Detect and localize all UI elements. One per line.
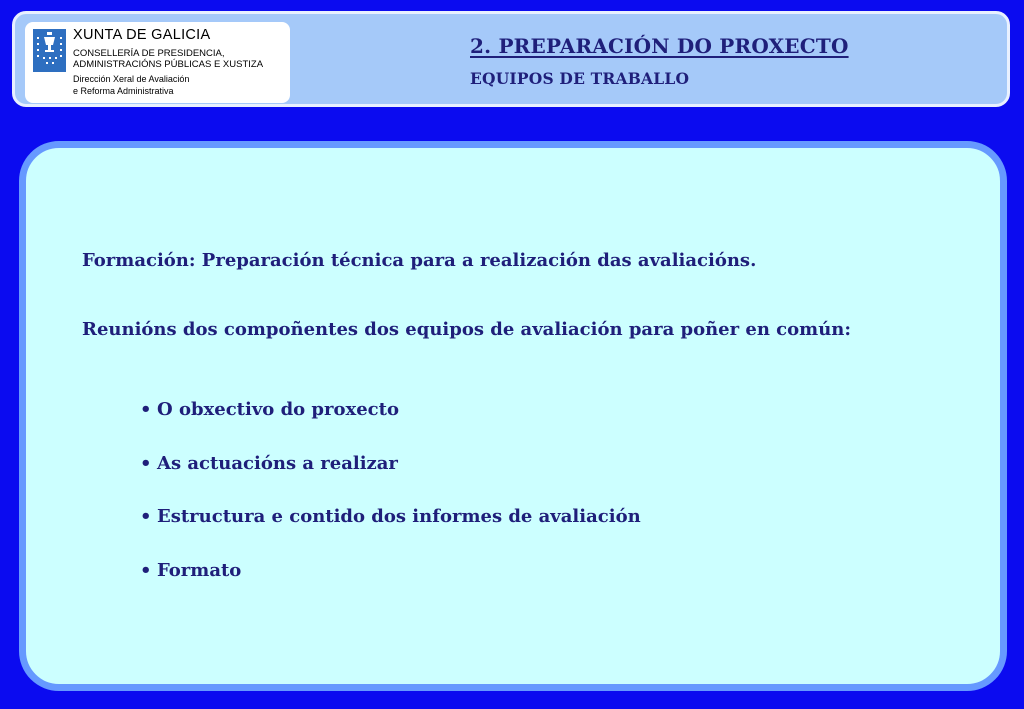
org-directorate bbox=[73, 73, 189, 97]
bullet-icon: • bbox=[140, 399, 152, 420]
org-directorate-line2: e Reforma Administrativa bbox=[73, 86, 174, 96]
org-department-line2: ADMINISTRACIÓNS PÚBLICAS E XUSTIZA bbox=[73, 59, 264, 70]
bullet-icon: • bbox=[140, 452, 152, 474]
meetings-paragraph: Reunións dos compoñentes dos equipos de avaliación para poñer en común: bbox=[82, 319, 852, 340]
galicia-crest-icon bbox=[33, 29, 66, 72]
bullet-icon: • bbox=[140, 506, 152, 527]
page-title: 2. PREPARACIÓN DO PROXECTO bbox=[470, 34, 849, 58]
list-item-text: Formato bbox=[157, 559, 242, 581]
list-item bbox=[140, 504, 641, 558]
org-directorate-line1: Dirección Xeral de Avaliación bbox=[73, 74, 190, 84]
header-bar bbox=[12, 11, 1010, 107]
content-panel bbox=[19, 141, 1007, 691]
list-item bbox=[140, 397, 641, 451]
list-item-text: O obxectivo do proxecto bbox=[157, 399, 399, 420]
list-item-text: Estructura e contido dos informes de avaliación bbox=[157, 506, 641, 527]
logo-block bbox=[25, 22, 290, 103]
org-department bbox=[73, 48, 263, 70]
list-item bbox=[140, 558, 641, 612]
list-item-text: As actuacións a realizar bbox=[157, 452, 398, 474]
org-department-line1: CONSELLERÍA DE PRESIDENCIA, bbox=[73, 48, 225, 59]
topics-list bbox=[140, 397, 641, 611]
bullet-icon: • bbox=[140, 559, 152, 581]
list-item bbox=[140, 451, 641, 505]
training-paragraph: Formación: Preparación técnica para a realización das avaliacións. bbox=[82, 250, 757, 271]
org-name: XUNTA DE GALICIA bbox=[73, 27, 211, 43]
page-subtitle: EQUIPOS DE TRABALLO bbox=[470, 69, 690, 88]
